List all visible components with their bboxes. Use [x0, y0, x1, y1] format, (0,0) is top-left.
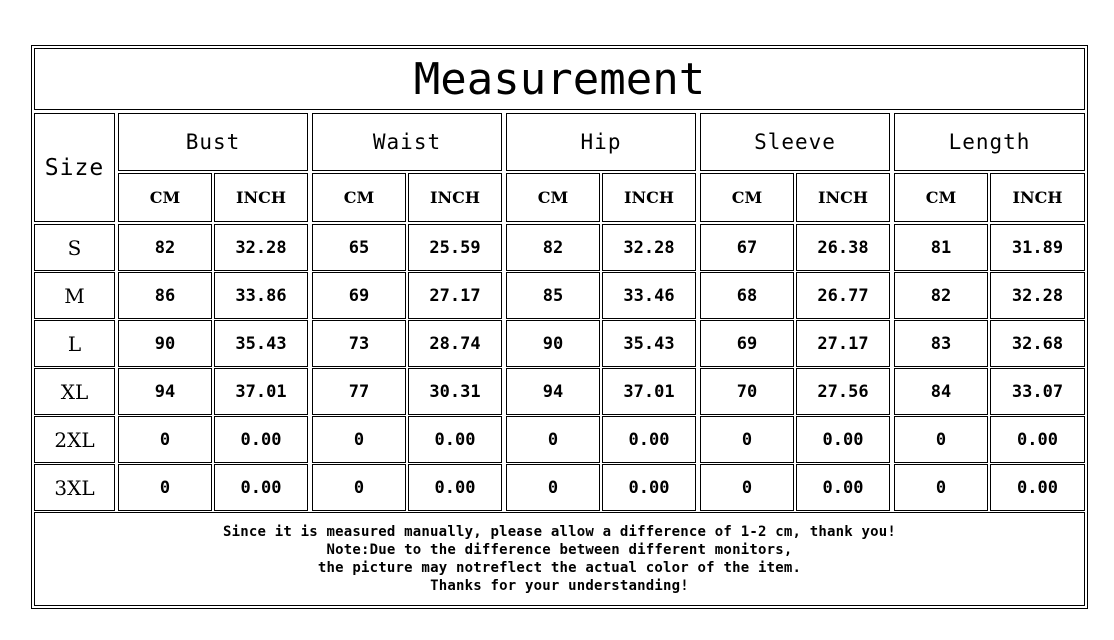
table-cell: 33.86 [214, 272, 308, 319]
size-label: M [34, 272, 115, 319]
table-cell: 69 [312, 272, 406, 319]
table-cell: 85 [506, 272, 600, 319]
table-cell: 0 [312, 464, 406, 511]
measure-group-header: Waist [312, 113, 502, 171]
table-cell: 73 [312, 320, 406, 367]
table-cell: 0 [506, 416, 600, 463]
size-column-header: Size [34, 113, 115, 222]
page-title: Measurement [34, 48, 1085, 110]
table-cell: 84 [894, 368, 988, 415]
table-cell: 37.01 [214, 368, 308, 415]
table-cell: 69 [700, 320, 794, 367]
table-cell: 32.28 [990, 272, 1085, 319]
unit-header-cm: CM [118, 173, 212, 222]
unit-header-inch: INCH [990, 173, 1085, 222]
table-cell: 37.01 [602, 368, 696, 415]
table-cell: 32.28 [602, 224, 696, 271]
unit-header-cm: CM [700, 173, 794, 222]
table-cell: 32.28 [214, 224, 308, 271]
unit-header-inch: INCH [796, 173, 890, 222]
table-cell: 0.00 [796, 464, 890, 511]
table-cell: 82 [894, 272, 988, 319]
table-cell: 70 [700, 368, 794, 415]
table-cell: 27.17 [408, 272, 502, 319]
size-label: 2XL [34, 416, 115, 463]
table-cell: 0 [894, 464, 988, 511]
table-cell: 31.89 [990, 224, 1085, 271]
table-cell: 82 [506, 224, 600, 271]
table-cell: 90 [506, 320, 600, 367]
unit-header-inch: INCH [602, 173, 696, 222]
table-cell: 77 [312, 368, 406, 415]
table-cell: 0 [700, 416, 794, 463]
table-cell: 35.43 [214, 320, 308, 367]
table-cell: 30.31 [408, 368, 502, 415]
table-cell: 0 [506, 464, 600, 511]
table-cell: 83 [894, 320, 988, 367]
unit-header-cm: CM [894, 173, 988, 222]
disclaimer-note [34, 512, 1085, 606]
measure-group-header: Sleeve [700, 113, 890, 171]
table-cell: 35.43 [602, 320, 696, 367]
unit-header-inch: INCH [214, 173, 308, 222]
table-cell: 25.59 [408, 224, 502, 271]
unit-header-inch: INCH [408, 173, 502, 222]
size-label: L [34, 320, 115, 367]
table-cell: 65 [312, 224, 406, 271]
table-cell: 0.00 [990, 464, 1085, 511]
note-line: Thanks for your understanding! [430, 578, 689, 594]
table-cell: 0.00 [214, 464, 308, 511]
table-cell: 68 [700, 272, 794, 319]
table-cell: 94 [118, 368, 212, 415]
note-line: Note:Due to the difference between different monitors, [326, 542, 793, 558]
table-cell: 0 [118, 464, 212, 511]
table-cell: 27.17 [796, 320, 890, 367]
table-cell: 0 [700, 464, 794, 511]
table-cell: 67 [700, 224, 794, 271]
size-label: S [34, 224, 115, 271]
measure-group-header: Bust [118, 113, 308, 171]
note-line: the picture may notreflect the actual color of the item. [317, 560, 802, 576]
size-label: 3XL [34, 464, 115, 511]
unit-header-cm: CM [506, 173, 600, 222]
table-cell: 0.00 [990, 416, 1085, 463]
table-cell: 0.00 [408, 464, 502, 511]
table-cell: 86 [118, 272, 212, 319]
table-cell: 0 [894, 416, 988, 463]
table-cell: 26.77 [796, 272, 890, 319]
measure-group-header: Length [894, 113, 1085, 171]
table-cell: 0.00 [602, 464, 696, 511]
table-cell: 90 [118, 320, 212, 367]
table-cell: 28.74 [408, 320, 502, 367]
table-cell: 94 [506, 368, 600, 415]
unit-header-cm: CM [312, 173, 406, 222]
table-cell: 81 [894, 224, 988, 271]
table-cell: 0.00 [796, 416, 890, 463]
table-cell: 0.00 [214, 416, 308, 463]
table-cell: 27.56 [796, 368, 890, 415]
table-cell: 82 [118, 224, 212, 271]
table-cell: 32.68 [990, 320, 1085, 367]
table-cell: 0.00 [602, 416, 696, 463]
measure-group-header: Hip [506, 113, 696, 171]
size-label: XL [34, 368, 115, 415]
table-cell: 26.38 [796, 224, 890, 271]
table-cell: 0.00 [408, 416, 502, 463]
note-line: Since it is measured manually, please allow a difference of 1-2 cm, thank you! [222, 524, 897, 540]
table-cell: 0 [312, 416, 406, 463]
table-cell: 0 [118, 416, 212, 463]
table-cell: 33.07 [990, 368, 1085, 415]
table-cell: 33.46 [602, 272, 696, 319]
